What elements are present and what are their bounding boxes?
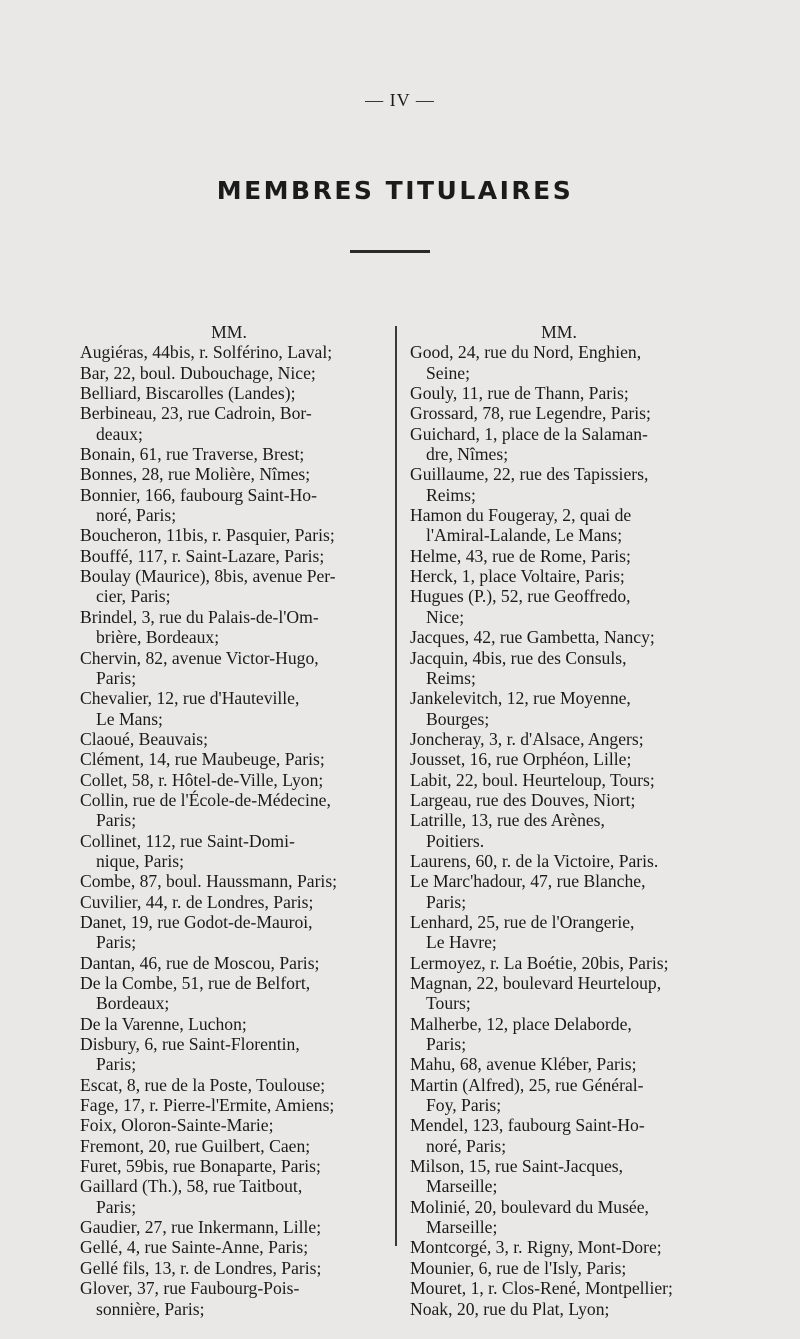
member-entry-line: Tours; — [426, 993, 471, 1014]
member-entry-line: Augiéras, 44bis, r. Solférino, Laval; — [80, 342, 333, 363]
member-entry-line: Magnan, 22, boulevard Heurteloup, — [410, 973, 662, 993]
member-entry-line: Disbury, 6, rue Saint-Florentin, — [80, 1034, 300, 1055]
member-entry-line: Gellé, 4, rue Sainte-Anne, Paris; — [80, 1237, 309, 1258]
member-entry-line: Mendel, 123, faubourg Saint-Ho- — [410, 1115, 645, 1136]
member-entry-line: Paris; — [426, 891, 467, 912]
member-entry-line: Malherbe, 12, place Delaborde, — [410, 1013, 632, 1034]
member-entry-line: Latrille, 13, rue des Arènes, — [410, 810, 605, 831]
member-entry-line: Escat, 8, rue de la Poste, Toulouse; — [80, 1074, 326, 1095]
member-entry-line: Bonain, 61, rue Traverse, Brest; — [80, 444, 305, 465]
member-entry-line: Mounier, 6, rue de l'Isly, Paris; — [410, 1257, 627, 1278]
member-entry-line: Furet, 59bis, rue Bonaparte, Paris; — [80, 1156, 321, 1177]
column-heading: MM. — [541, 322, 577, 342]
member-entry-line: Mouret, 1, r. Clos-René, Montpellier; — [410, 1278, 673, 1299]
member-entry-line: Laurens, 60, r. de la Victoire, Paris. — [410, 850, 659, 871]
member-entry-line: Bordeaux; — [96, 993, 170, 1014]
member-entry-line: Le Marc'hadour, 47, rue Blanche, — [410, 871, 646, 892]
member-entry-line: Grossard, 78, rue Legendre, Paris; — [410, 403, 651, 424]
member-entry-line: l'Amiral-Lalande, Le Mans; — [426, 525, 623, 546]
column-heading: MM. — [211, 322, 247, 342]
member-entry-line: sonnière, Paris; — [96, 1298, 205, 1319]
member-entry-line: Cuvilier, 44, r. de Londres, Paris; — [80, 891, 314, 912]
member-entry-line: Guichard, 1, place de la Salaman- — [410, 423, 648, 444]
member-entry-line: Reims; — [426, 484, 476, 505]
member-entry-line: Boucheron, 11bis, r. Pasquier, Paris; — [80, 525, 335, 546]
member-entry-line: Noak, 20, rue du Plat, Lyon; — [410, 1298, 610, 1319]
member-entry-line: Labit, 22, boul. Heurteloup, Tours; — [410, 769, 655, 790]
member-entry-line: Bar, 22, boul. Dubouchage, Nice; — [80, 362, 316, 383]
member-entry-line: Paris; — [96, 932, 137, 953]
member-entry-line: Bouffé, 117, r. Saint-Lazare, Paris; — [80, 545, 325, 566]
member-entry-line: noré, Paris; — [96, 505, 177, 526]
member-entry-line: dre, Nîmes; — [426, 444, 509, 465]
title-rule — [350, 250, 430, 253]
column-divider — [395, 326, 397, 1246]
member-entry-line: Helme, 43, rue de Rome, Paris; — [410, 545, 631, 566]
member-entry-line: Claoué, Beauvais; — [80, 728, 209, 749]
member-entry-line: Berbineau, 23, rue Cadroin, Bor- — [80, 403, 312, 424]
member-entry-line: Guillaume, 22, rue des Tapissiers, — [410, 464, 649, 485]
left-column — [80, 322, 378, 1319]
page-number: — IV — — [365, 90, 435, 110]
member-entry-line: Dantan, 46, rue de Moscou, Paris; — [80, 952, 320, 973]
member-entry-line: Montcorgé, 3, r. Rigny, Mont-Dore; — [410, 1237, 662, 1258]
member-entry-line: Chervin, 82, avenue Victor-Hugo, — [80, 647, 319, 668]
member-entry-line: Paris; — [96, 810, 137, 831]
member-entry-line: Chevalier, 12, rue d'Hauteville, — [80, 688, 300, 709]
member-entry-line: Molinié, 20, boulevard du Musée, — [410, 1196, 649, 1217]
member-entry-line: Lermoyez, r. La Boétie, 20bis, Paris; — [410, 952, 669, 973]
member-entry-line: Le Havre; — [426, 932, 497, 953]
member-entry-line: Gaillard (Th.), 58, rue Taitbout, — [80, 1176, 303, 1197]
member-entry-line: Belliard, Biscarolles (Landes); — [80, 383, 296, 404]
member-entry-line: Paris; — [96, 1196, 137, 1217]
right-column — [410, 322, 708, 1319]
member-entry-line: Collin, rue de l'École-de-Médecine, — [80, 789, 331, 810]
member-entry-line: Reims; — [426, 667, 476, 688]
member-entry-line: cier, Paris; — [96, 586, 171, 607]
member-entry-line: Clément, 14, rue Maubeuge, Paris; — [80, 749, 325, 770]
member-entry-line: Jankelevitch, 12, rue Moyenne, — [410, 688, 631, 709]
member-entry-line: Bourges; — [426, 708, 490, 729]
member-entry-line: Jousset, 16, rue Orphéon, Lille; — [410, 749, 632, 770]
member-entry-line: nique, Paris; — [96, 850, 184, 871]
member-entry-line: Jacquin, 4bis, rue des Consuls, — [410, 647, 627, 668]
member-entry-line: Gouly, 11, rue de Thann, Paris; — [410, 383, 629, 404]
member-entry-line: Good, 24, rue du Nord, Enghien, — [410, 342, 642, 363]
member-entry-line: De la Varenne, Luchon; — [80, 1013, 247, 1034]
member-entry-line: Paris; — [96, 1054, 137, 1075]
member-entry-line: Le Mans; — [96, 708, 163, 729]
member-entry-line: Combe, 87, boul. Haussmann, Paris; — [80, 871, 338, 892]
member-entry-line: Mahu, 68, avenue Kléber, Paris; — [410, 1054, 637, 1075]
member-entry-line: brière, Bordeaux; — [96, 627, 220, 648]
member-entry-line: noré, Paris; — [426, 1135, 507, 1156]
member-entry-line: Herck, 1, place Voltaire, Paris; — [410, 566, 625, 587]
member-entry-line: Lenhard, 25, rue de l'Orangerie, — [410, 911, 635, 932]
member-entry-line: Paris; — [96, 667, 137, 688]
member-entry-line: Marseille; — [426, 1176, 498, 1197]
member-entry-line: Gaudier, 27, rue Inkermann, Lille; — [80, 1217, 322, 1238]
member-entry-line: deaux; — [96, 423, 143, 444]
member-entry-line: Hamon du Fougeray, 2, quai de — [410, 505, 632, 526]
member-entry-line: Glover, 37, rue Faubourg-Pois- — [80, 1278, 300, 1299]
member-entry-line: Joncheray, 3, r. d'Alsace, Angers; — [410, 728, 644, 749]
member-entry-line: Marseille; — [426, 1217, 498, 1238]
member-entry-line: Bonnes, 28, rue Molière, Nîmes; — [80, 464, 311, 485]
member-entry-line: Foix, Oloron-Sainte-Marie; — [80, 1115, 274, 1136]
member-entry-line: Hugues (P.), 52, rue Geoffredo, — [410, 586, 631, 607]
member-list — [80, 342, 378, 1319]
member-entry-line: Martin (Alfred), 25, rue Général- — [410, 1074, 644, 1095]
member-entry-line: Danet, 19, rue Godot-de-Mauroi, — [80, 911, 313, 932]
member-entry-line: Nice; — [426, 606, 465, 627]
member-entry-line: Boulay (Maurice), 8bis, avenue Per- — [80, 566, 336, 587]
member-entry-line: Largeau, rue des Douves, Niort; — [410, 789, 636, 810]
member-entry-line: Fremont, 20, rue Guilbert, Caen; — [80, 1135, 311, 1156]
member-entry-line: Gellé fils, 13, r. de Londres, Paris; — [80, 1257, 322, 1278]
page-title: MEMBRES TITULAIRES — [216, 176, 574, 205]
member-entry-line: Brindel, 3, rue du Palais-de-l'Om- — [80, 606, 319, 627]
member-entry-line: Seine; — [426, 362, 470, 383]
member-entry-line: Collinet, 112, rue Saint-Domi- — [80, 830, 295, 851]
member-entry-line: Jacques, 42, rue Gambetta, Nancy; — [410, 627, 655, 648]
member-entry-line: Collet, 58, r. Hôtel-de-Ville, Lyon; — [80, 769, 324, 790]
member-entry-line: Poitiers. — [426, 830, 485, 851]
member-list — [410, 342, 708, 1319]
member-entry-line: Foy, Paris; — [426, 1095, 502, 1116]
member-entry-line: Paris; — [426, 1034, 467, 1055]
member-entry-line: Fage, 17, r. Pierre-l'Ermite, Amiens; — [80, 1095, 335, 1116]
member-entry-line: Milson, 15, rue Saint-Jacques, — [410, 1156, 624, 1177]
member-entry-line: De la Combe, 51, rue de Belfort, — [80, 973, 311, 993]
member-entry-line: Bonnier, 166, faubourg Saint-Ho- — [80, 484, 317, 505]
